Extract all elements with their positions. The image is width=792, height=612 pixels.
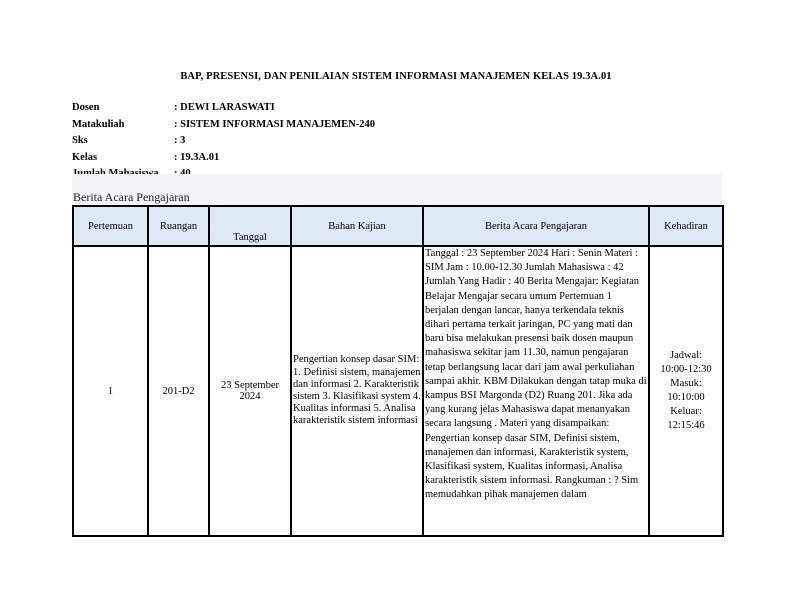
- meta-value: : DEWI LARASWATI: [174, 102, 275, 113]
- meta-value: : 19.3A.01: [174, 151, 220, 163]
- jadwal-value: 10:00-12:30: [660, 364, 712, 375]
- meta-value: : SISTEM INFORMASI MANAJEMEN-240: [174, 118, 375, 130]
- cell-berita-acara: [423, 246, 649, 536]
- berita-text: Tanggal : 23 September 2024 Hari : Senin Materi : SIM Jam : 10.00-12.30 Jumlah Mahasiswa : 42 Jumlah Yang Hadir : 40 Berita Mengajar: Kegiatan Belajar Mengajar secara umum Pertemuan 1 berjalan dengan lancar, hanya terkendala teknis dihari pertama terkait jaringan, PC yang mati dan baru bisa melakukan presensi baik dosen maupun mahasiswa sekitar jam 11.30, namun pengajaran tetap berlangsung lacar dari jam awal perkuliahan sampai akhir. KBM Dilakukan dengan tatap muka di kampus BSI Margonda (D2) Ruang 201. Jika ada yang kurang jelas Mahasiswa dapat menanyakan secara langsung . Materi yang disampaikan: Pengertian konsep dasar SIM, Definisi sistem, manajemen dan informasi, Karakteristik system, Klasifikasi system, Kualitas informasi, Analisa karakteristik sistem informasi. Rangkuman : ? Sim memudahkan pihak manajemen dalam: [425, 248, 647, 501]
- header-kehadiran: Kehadiran: [649, 206, 723, 246]
- keluar-value: 12:15:46: [667, 420, 705, 431]
- cell-kehadiran: [649, 246, 723, 536]
- document-title: BAP, PRESENSI, DAN PENILAIAN SISTEM INFORMASI MANAJEMEN KELAS 19.3A.01: [180, 71, 612, 82]
- meta-label: Kelas: [72, 151, 98, 163]
- cell-ruangan: 201-D2: [148, 246, 209, 536]
- meta-row-matakuliah: [72, 117, 375, 134]
- header-berita-acara: Berita Acara Pengajaran: [423, 206, 649, 246]
- course-info: [72, 100, 375, 183]
- jadwal-label: Jadwal:: [669, 350, 703, 361]
- cell-bahan-kajian: Pengertian konsep dasar SIM: 1. Definisi sistem, manajemen dan informasi 2. Karakteristik sistem 3. Klasifikasi system 4. Kualitas informasi 5. Analisa karakteristik sistem informasi: [291, 246, 423, 536]
- header-ruangan: Ruangan: [148, 206, 209, 246]
- meta-label: Dosen: [72, 102, 100, 113]
- bap-table: [72, 205, 724, 537]
- meta-row-dosen: [72, 100, 375, 117]
- cell-tanggal: 23 September 2024: [209, 246, 291, 536]
- keluar-label: Keluar:: [670, 406, 702, 417]
- table-row: [73, 246, 723, 536]
- meta-label: Matakuliah: [72, 118, 125, 130]
- table-header-row: [73, 206, 723, 246]
- meta-label: Sks: [72, 135, 88, 146]
- masuk-label: Masuk:: [670, 378, 702, 389]
- section-title: Berita Acara Pengajaran: [73, 190, 190, 204]
- meta-row-kelas: [72, 150, 375, 167]
- header-bahan-kajian: Bahan Kajian: [291, 206, 423, 246]
- cell-pertemuan: 1: [73, 246, 148, 536]
- meta-value: : 3: [174, 135, 186, 146]
- masuk-value: 10:10:00: [667, 392, 705, 403]
- header-tanggal: Tanggal: [209, 206, 291, 246]
- header-pertemuan: Pertemuan: [73, 206, 148, 246]
- meta-row-sks: [72, 133, 375, 150]
